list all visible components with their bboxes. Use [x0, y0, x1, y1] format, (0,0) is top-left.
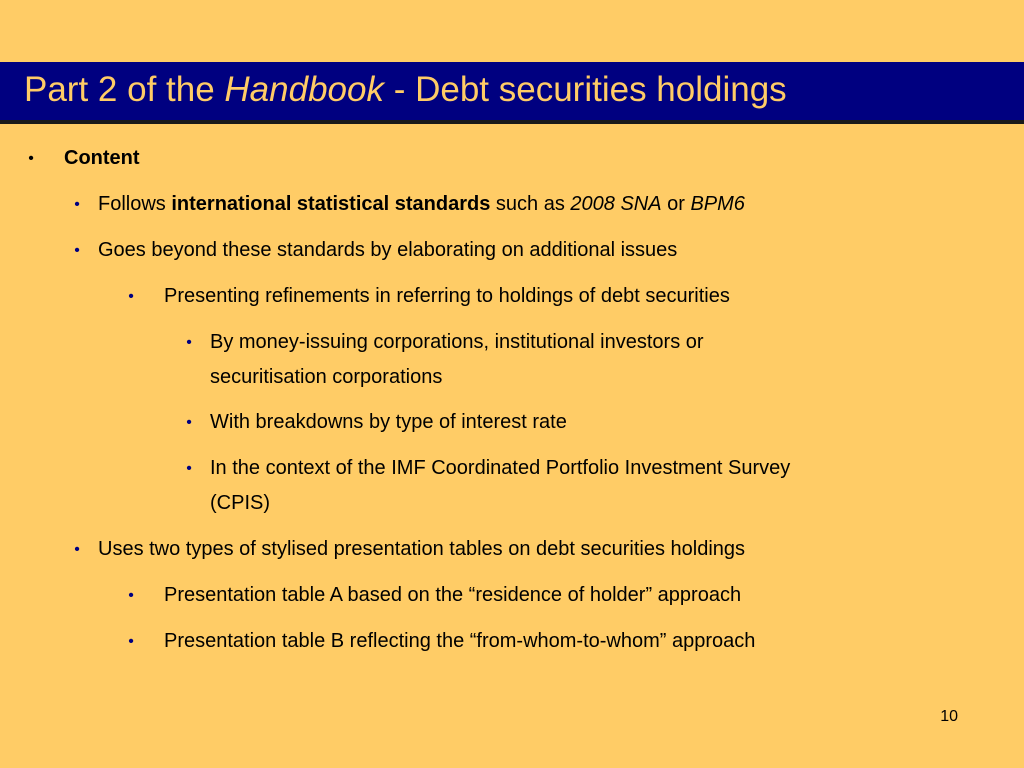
breakdowns-text: With breakdowns by type of interest rate	[210, 411, 567, 433]
title-prefix: Part 2 of the	[24, 70, 225, 109]
bullet-dot: •	[186, 414, 192, 431]
follows-t1: Follows	[98, 193, 172, 215]
bullet-dot: •	[186, 334, 192, 351]
follows-t2: such as	[490, 193, 571, 215]
bullet-dot: •	[128, 633, 134, 650]
bullet-dot: •	[128, 288, 134, 305]
follows-bold: international statistical standards	[171, 193, 491, 215]
uses-two-text: Uses two types of stylised presentation tables on debt securities holdings	[98, 538, 746, 560]
content-heading: Content	[64, 147, 140, 169]
bullet-dot: •	[28, 150, 34, 167]
title-suffix: - Debt securities holdings	[383, 70, 787, 109]
page-number: 10	[940, 708, 958, 725]
imf-line2: (CPIS)	[210, 492, 270, 514]
bullet-dot: •	[128, 587, 134, 604]
title-italic: Handbook	[224, 70, 384, 109]
follows-text	[98, 188, 745, 221]
table-b-text: Presentation table B reflecting the “from-whom-to-whom” approach	[164, 630, 756, 652]
follows-bpm6: BPM6	[690, 193, 745, 215]
bullet-dot: •	[74, 541, 80, 558]
follows-sna: 2008 SNA	[570, 193, 662, 215]
presenting-text: Presenting refinements in referring to holdings of debt securities	[164, 285, 730, 307]
imf-line1: In the context of the IMF Coordinated Portfolio Investment Survey	[210, 457, 791, 479]
follows-t3: or	[661, 193, 691, 215]
title-bar	[0, 62, 1024, 124]
by-money-line1: By money-issuing corporations, institutional investors or	[210, 331, 704, 353]
slide-title	[24, 66, 787, 114]
bullet-dot: •	[74, 196, 80, 213]
table-a-text: Presentation table A based on the “residence of holder” approach	[164, 584, 742, 606]
goes-beyond-text: Goes beyond these standards by elaborating on additional issues	[98, 239, 678, 261]
bullet-dot: •	[74, 242, 80, 259]
by-money-line2: securitisation corporations	[210, 366, 443, 388]
bullet-dot: •	[186, 460, 192, 477]
